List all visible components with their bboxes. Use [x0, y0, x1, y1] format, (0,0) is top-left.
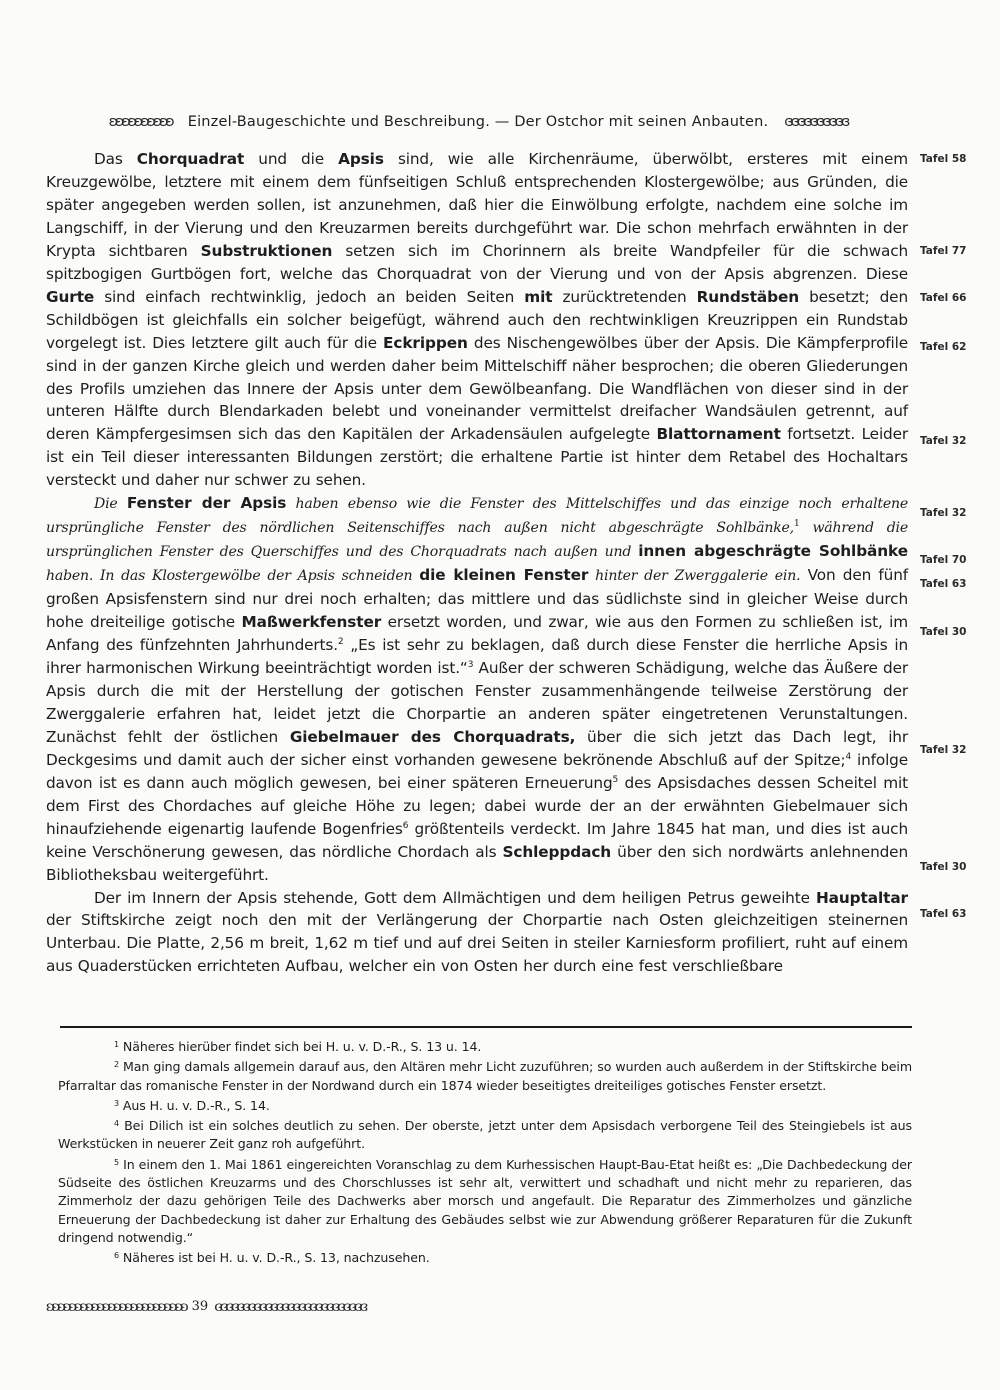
- footnote-divider: [60, 1026, 912, 1028]
- footnote: $^1$ Näheres hierüber findet sich bei H. u. v. D.-R., S. 13 u. 14.: [114, 1039, 482, 1054]
- margin-note: Tafel 70: [920, 554, 967, 566]
- keyword-schleppdach: Schleppdach: [502, 842, 612, 861]
- footer-ornament-left: ʚʚʚʚʚʚʚʚʚʚʚʚʚʚʚʚʚʚʚʚʚʚʚʚʚ: [46, 1298, 186, 1315]
- footnote: $^3$ Aus H. u. v. D.-R., S. 14.: [114, 1097, 270, 1113]
- keyword-fenster-der-apsis: Fenster der Apsis: [126, 494, 287, 513]
- keyword-rundstaeben: Rundstäben: [696, 287, 800, 306]
- margin-note: Tafel 63: [920, 578, 967, 590]
- footer-ornament-right: ɞɞɞɞɞɞɞɞɞɞɞɞɞɞɞɞɞɞɞɞɞɞɞɞɞɞɞ: [214, 1298, 366, 1315]
- keyword-chorquadrat: Chorquadrat: [136, 150, 245, 168]
- page-footer: [46, 1299, 910, 1314]
- keyword-kleine-fenster: die kleinen Fenster: [419, 566, 589, 585]
- margin-note: Tafel 58: [920, 153, 967, 165]
- footnote: $^2$ Man ging damals allgemein darauf aus, den Altären mehr Licht zuzuführen; so wurden auch außerdem in der Stiftskirche beim Pfarraltar das romanische Fenster in der Nordwand durch ein 1874 wieder beseitigtes dreiteiliges gotisches Fenster ersetzt.: [58, 1059, 912, 1093]
- footnote: $^5$ In einem den 1. Mai 1861 eingereichten Voranschlag zu dem Kurhessischen Haupt-Bau-Etat heißt es: „Die Dachbedeckung der Südseite des östlichen Kreuzarms und des Chorschlusses ist sehr alt, verwittert und schadhaft und nicht mehr zu reparieren, das Zimmerholz der dazu gehörigen Teile des Dachwerks aber morsch und angefault. Die Reparatur des Zimmerholzes und gänzliche Erneuerung der Dachbedeckung ist daher zur Erhaltung des Gebäudes selbst wie zur Abwendung größerer Reparaturen für die Zukunft dringend notwendig.“: [58, 1156, 913, 1245]
- footnote-number: 3: [114, 1098, 119, 1108]
- keyword-substruktionen: Substruktionen: [200, 241, 333, 260]
- header-ornament-right: ɞɞɞɞɞɞɞɞɞɞ: [784, 114, 848, 130]
- keyword-hauptaltar: Hauptaltar: [815, 888, 908, 907]
- footnote-ref-5: 5: [612, 774, 619, 785]
- footnote-ref-1: 1: [793, 519, 800, 530]
- page-number: 39: [191, 1299, 209, 1314]
- footnote: $^4$ Bei Dilich ist ein solches deutlich zu sehen. Der oberste, jetzt unter dem Apsisdach verborgene Teil des Steingiebels ist aus Werkstücken in neuerer Zeit ganz roh aufgeführt.: [58, 1118, 912, 1152]
- margin-note: Tafel 32: [920, 744, 967, 756]
- footnotes: [58, 1038, 912, 1270]
- margin-note: Tafel 30: [920, 861, 967, 873]
- footnote-number: 2: [114, 1060, 119, 1070]
- margin-note: Tafel 66: [920, 292, 967, 304]
- keyword-masswerkfenster: Maßwerkfenster: [241, 613, 382, 632]
- running-header: [46, 114, 910, 130]
- keyword-giebelmauer: Giebelmauer des Chorquadrats,: [289, 727, 576, 746]
- margin-note: Tafel 32: [920, 507, 967, 519]
- footnote-number: 6: [114, 1251, 119, 1261]
- footnote-number: 4: [114, 1119, 119, 1129]
- running-header-title: Einzel-Baugeschichte und Beschreibung. — Der Ostchor mit seinen Anbauten.: [187, 114, 769, 130]
- main-text: [46, 148, 908, 978]
- footnote: $^6$ Näheres ist bei H. u. v. D.-R., S. 13, nachzusehen.: [114, 1250, 430, 1266]
- footnote-ref-3: 3: [467, 659, 474, 670]
- header-ornament-left: ʚʚʚʚʚʚʚʚʚʚ: [108, 114, 172, 130]
- margin-note: Tafel 32: [920, 435, 967, 447]
- margin-note: Tafel 62: [920, 341, 967, 353]
- footnote-number: 5: [114, 1157, 119, 1167]
- footnote-ref-2: 2: [337, 637, 344, 648]
- margin-note: Tafel 77: [920, 245, 967, 257]
- footnote-number: 1: [114, 1040, 119, 1049]
- margin-note: Tafel 63: [920, 908, 967, 920]
- paragraph-hauptaltar: Der im Innern der Apsis stehende, Gott dem Allmächtigen und dem heiligen Petrus geweihte Hauptaltar der Stiftskirche zeigt noch den mit der Verlängerung der Chorpartie nach Osten gleichzeitigen steinernen Unterbau. Die Platte, 2,56 m breit, 1,62 m tief und auf drei Seiten in steiler Karniesform profiliert, ruht auf einem aus Quaderstücken errichteten Aufbau, welcher ein von Osten her durch eine fest verschließbare: [46, 888, 908, 976]
- paragraph-fenster: Die Fenster der Apsis haben ebenso wie die Fenster des Mittelschiffes und das einzige noch erhaltene ursprüngliche Fenster des nördlichen Seitenschiffes nach außen nicht abgeschrägte Sohlbänke,$^1$ während die ursprünglichen Fenster des Querschiffes und des Chorquadrats nach außen und innen abgeschrägte Sohlbänke haben. In das Klostergewölbe der Apsis schneiden die kleinen Fenster hinter der Zwerggalerie ein. Von den fünf großen Apsisfenstern sind nur drei noch erhalten; das mittlere und das südlichste sind in gleicher Weise durch hohe dreiteilige gotische Maßwerkfenster ersetzt worden, und zwar, wie aus den Formen zu schließen ist, im Anfang des fünfzehnten Jahrhunderts.$^2$ „Es ist sehr zu beklagen, daß durch diese Fenster die herrliche Apsis in ihrer harmonischen Wirkung beeinträchtigt worden ist.“$^3$ Außer der schweren Schädigung, welche das Äußere der Apsis durch die mit der Herstellung der gotischen Fenster zusammenhängende teilweise Zerstörung der Zwerggalerie erfahren hat, leidet jetzt die Chorpartie an anderen später eingetretenen Verunstaltungen. Zunächst fehlt der östlichen Giebelmauer des Chorquadrats, über die sich jetzt das Dach legt, ihr Deckgesims und damit auch der sicher einst vorhanden gewesene bekrönende Abschluß auf der Spitze;$^4$ infolge davon ist es dann auch möglich gewesen, bei einer späteren Erneuerung$^5$ des Apsisdaches dessen Scheitel mit dem First des Chordaches auf gleiche Höhe zu legen; dabei wurde der an der erwähnten Giebelmauer sich hinaufziehende eigenartig laufende Bogenfries$^6$ größtenteils verdeckt. Im Jahre 1845 hat man, und dies ist auch keine Verschönerung gewesen, das nördliche Chordach als Schleppdach über den sich nordwärts anlehnenden Bibliotheksbau weitergeführt.: [46, 494, 909, 884]
- italic-passage: Die Fenster der Apsis haben ebenso wie die Fenster des Mittelschiffes und das einzige noch erhaltene ursprüngliche Fenster des nördlichen Seitenschiffes nach außen nicht abgeschrägte Sohlbänke,$^1$ während die ursprünglichen Fenster des Querschiffes und des Chorquadrats nach außen und innen abgeschrägte Sohlbänke haben. In das Klostergewölbe der Apsis schneiden die kleinen Fenster hinter der Zwerggalerie ein.: [46, 494, 909, 585]
- keyword-sohlbaenke: innen abgeschrägte Sohlbänke: [638, 542, 908, 561]
- paragraph-chorquadrat: Das Chorquadrat und die Apsis sind, wie alle Kirchenräume, überwölbt, ersteres mit einem Kreuzgewölbe, letztere mit einem dem fünfseitigen Schluß entsprechenden Klostergewölbe; aus Gründen, die später angegeben werden sollen, ist anzunehmen, daß hier die Einwölbung erfolgte, nachdem eine solche im Langschiff, in der Vierung und den Kreuzarmen bereits durchgeführt war. Die schon mehrfach erwähnten in der Krypta sichtbaren Substruktionen setzen sich im Chorinnern als breite Wandpfeiler für die schwach spitzbogigen Gurtbögen fort, welche das Chorquadrat von der Vierung und von der Apsis abgrenzen. Diese Gurte sind einfach rechtwinklig, jedoch an beiden Seiten mit zurücktretenden Rundstäben besetzt; den Schildbögen ist gleichfalls ein solcher beigefügt, während auch den rechtwinkligen Kreuzrippen ein Rundstab vorgelegt ist. Dies letztere gilt auch für die Eckrippen des Nischengewölbes über der Apsis. Die Kämpferprofile sind in der ganzen Kirche gleich und werden daher beim Mittelschiff näher besprochen; die oberen Gliederungen des Profils umziehen das Innere der Apsis unter dem Gewölbeanfang. Die Wandflächen von dieser sind in der unteren Hälfte durch Blendarkaden belebt und voneinander vermittelst dreifacher Wandsäulen getrennt, auf deren Kämpfergesimsen sich das den Kapitälen der Arkadensäulen aufgelegte Blattornament fortsetzt. Leider ist ein Teil dieser interessanten Bildungen zerstört; die erhaltene Partie ist hinter dem Retabel des Hochaltars versteckt und daher nur schwer zu sehen.: [46, 150, 909, 490]
- keyword-eckrippen: Eckrippen: [383, 333, 468, 352]
- keyword-blattornament: Blattornament: [656, 425, 781, 444]
- keyword-apsis: Apsis: [338, 150, 384, 168]
- margin-note: Tafel 30: [920, 626, 967, 638]
- footnote-ref-4: 4: [845, 751, 852, 762]
- footnote-ref-6: 6: [402, 820, 409, 831]
- keyword-mit: mit: [524, 287, 553, 306]
- keyword-gurte: Gurte: [46, 287, 95, 306]
